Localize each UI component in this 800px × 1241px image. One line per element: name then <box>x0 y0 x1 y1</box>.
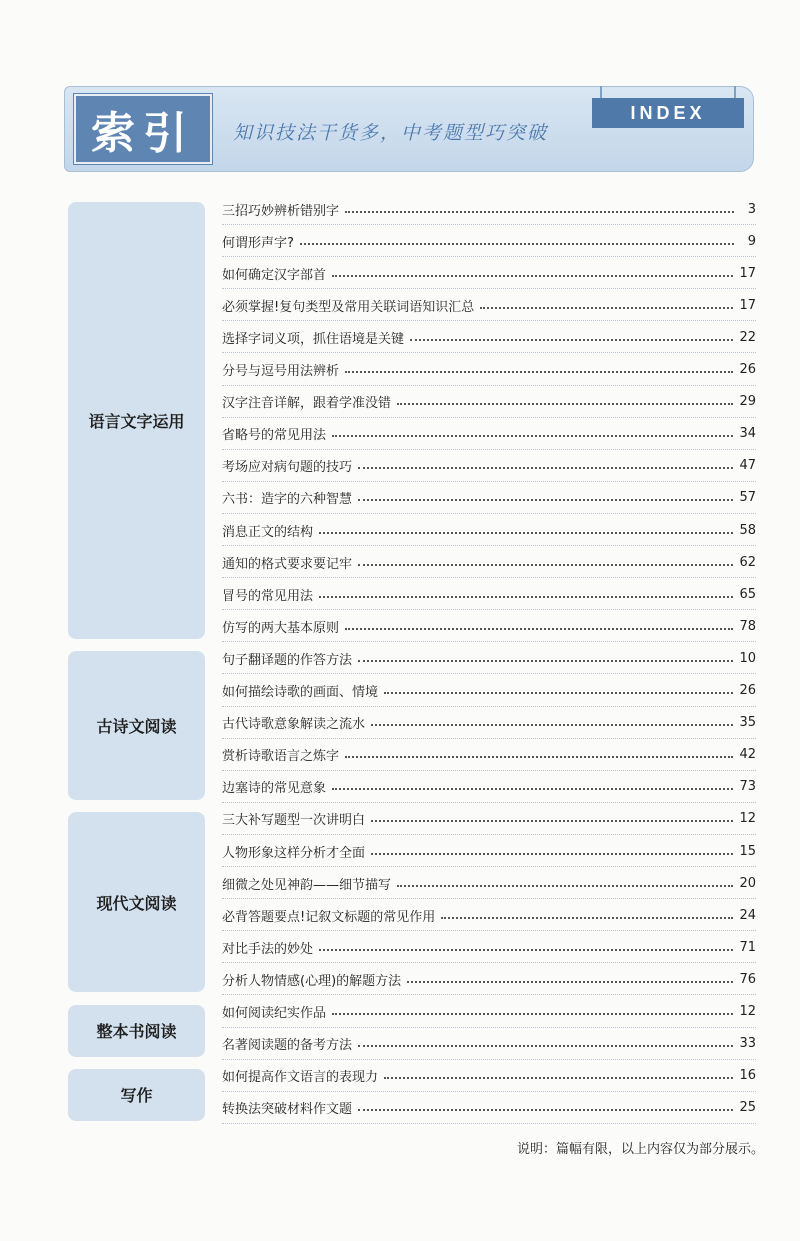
leader-dots <box>332 434 733 437</box>
entry-page: 33 <box>739 1036 756 1052</box>
index-entry[interactable] <box>222 611 756 642</box>
entry-title: 分析人物情感(心理)的解题方法 <box>222 973 402 989</box>
entry-title: 必须掌握!复句类型及常用关联词语知识汇总 <box>222 299 475 315</box>
entry-title: 消息正文的结构 <box>222 524 314 540</box>
entry-title: 如何确定汉字部首 <box>222 267 327 283</box>
leader-dots <box>319 531 733 534</box>
entry-page: 35 <box>739 715 756 731</box>
category-label: 现代文阅读 <box>96 893 177 913</box>
entry-title: 汉字注音详解，跟着学准没错 <box>222 396 392 412</box>
entry-page: 62 <box>739 554 756 570</box>
index-entry[interactable] <box>222 676 756 707</box>
entry-page: 24 <box>739 907 756 923</box>
entry-page: 15 <box>739 843 756 859</box>
index-entry[interactable] <box>222 932 756 963</box>
entry-title: 三招巧妙辨析错别字 <box>222 203 340 219</box>
entry-title: 人物形象这样分析才全面 <box>222 845 366 861</box>
leader-dots <box>441 916 733 919</box>
entry-title: 古代诗歌意象解读之流水 <box>222 717 366 733</box>
leader-dots <box>345 370 733 373</box>
leader-dots <box>397 884 733 887</box>
entry-title: 如何提高作文语言的表现力 <box>222 1070 379 1086</box>
entry-page: 73 <box>739 779 756 795</box>
leader-dots <box>358 466 733 469</box>
index-entry[interactable] <box>222 1029 756 1060</box>
entry-page: 3 <box>747 201 756 217</box>
entry-title: 通知的格式要求要记牢 <box>222 556 353 572</box>
leader-dots <box>319 595 733 598</box>
entry-page: 58 <box>739 522 756 538</box>
entry-page: 12 <box>739 1004 756 1019</box>
index-entry[interactable] <box>222 1093 756 1124</box>
index-entry[interactable] <box>222 868 756 899</box>
index-entry[interactable] <box>222 740 756 771</box>
leader-dots <box>300 242 734 245</box>
entry-title: 仿写的两大基本原则 <box>222 620 340 636</box>
header-slogan: 知识技法干货多，中考题型巧突破 <box>233 122 549 144</box>
entry-page: 16 <box>739 1068 756 1084</box>
footnote: 说明：篇幅有限，以上内容仅为部分展示。 <box>516 1142 764 1157</box>
entry-title: 赏析诗歌语言之炼字 <box>222 749 340 765</box>
leader-dots <box>384 691 733 694</box>
index-entry[interactable] <box>222 997 756 1028</box>
page-title: 索引 <box>91 108 195 159</box>
leader-dots <box>384 1076 733 1079</box>
index-entry[interactable] <box>222 643 756 674</box>
entry-page: 26 <box>739 362 756 377</box>
entry-title: 细微之处见神韵——细节描写 <box>222 877 392 893</box>
index-entry[interactable] <box>222 708 756 739</box>
leader-dots <box>371 819 733 822</box>
entry-title: 选择字词义项，抓住语境是关键 <box>222 331 405 347</box>
category-box <box>68 651 205 800</box>
entry-title: 三大补写题型一次讲明白 <box>222 813 366 829</box>
index-entry[interactable] <box>222 290 756 321</box>
entry-page: 12 <box>739 811 756 827</box>
category-label: 写作 <box>120 1086 153 1106</box>
entry-title: 冒号的常见用法 <box>222 588 314 604</box>
entry-page: 57 <box>739 490 756 506</box>
category-label: 整本书阅读 <box>96 1022 177 1042</box>
leader-dots <box>358 1044 733 1047</box>
index-entry[interactable] <box>222 547 756 578</box>
index-entry[interactable] <box>222 322 756 353</box>
leader-dots <box>319 948 733 951</box>
index-entry[interactable] <box>222 515 756 546</box>
entry-page: 34 <box>739 426 756 442</box>
entry-title: 如何阅读纪实作品 <box>222 1006 327 1021</box>
entry-page: 71 <box>739 939 756 955</box>
category-box <box>68 812 205 993</box>
index-entry[interactable] <box>222 355 756 386</box>
index-entry[interactable] <box>222 900 756 931</box>
category-box <box>68 202 205 639</box>
leader-dots <box>358 563 733 566</box>
category-label: 古诗文阅读 <box>96 717 177 737</box>
leader-dots <box>480 306 733 309</box>
leader-dots <box>345 210 734 213</box>
index-entry[interactable] <box>222 194 756 225</box>
entry-page: 47 <box>739 458 756 474</box>
index-entry[interactable] <box>222 772 756 803</box>
index-entry[interactable] <box>222 1061 756 1092</box>
entry-page: 20 <box>739 875 756 891</box>
index-entry[interactable] <box>222 419 756 450</box>
entry-page: 78 <box>739 618 756 634</box>
leader-dots <box>410 338 733 341</box>
leader-dots <box>332 787 733 790</box>
leader-dots <box>332 1012 733 1015</box>
index-entry[interactable] <box>222 387 756 418</box>
entry-page: 22 <box>739 329 756 345</box>
entry-title: 名著阅读题的备考方法 <box>222 1038 353 1054</box>
entry-title: 转换法突破材料作文题 <box>222 1102 353 1118</box>
entry-title: 边塞诗的常见意象 <box>222 781 327 797</box>
leader-dots <box>397 402 733 405</box>
entry-title: 对比手法的妙处 <box>222 941 314 957</box>
entry-page: 9 <box>747 233 756 249</box>
entry-page: 76 <box>739 971 756 987</box>
leader-dots <box>371 723 733 726</box>
leader-dots <box>358 1108 733 1111</box>
entry-page: 65 <box>739 586 756 602</box>
entry-title: 必背答题要点!记叙文标题的常见作用 <box>222 909 436 925</box>
index-tag: INDEX <box>592 98 744 128</box>
leader-dots <box>345 755 733 758</box>
entry-title: 何谓形声字? <box>222 235 294 251</box>
index-entry[interactable] <box>222 836 756 867</box>
index-entry[interactable] <box>222 964 756 995</box>
category-label: 语言文字运用 <box>88 412 185 432</box>
index-entry[interactable] <box>222 451 756 482</box>
entry-page: 42 <box>739 747 756 763</box>
entry-page: 26 <box>739 683 756 698</box>
entry-title: 省略号的常见用法 <box>222 428 327 444</box>
leader-dots <box>345 627 733 630</box>
index-entry[interactable] <box>222 258 756 289</box>
category-box <box>68 1005 205 1057</box>
entry-title: 如何描绘诗歌的画面、情境 <box>222 685 379 700</box>
category-box <box>68 1069 205 1121</box>
entry-page: 17 <box>739 265 756 281</box>
title-box <box>74 94 212 164</box>
index-entry[interactable] <box>222 226 756 257</box>
leader-dots <box>358 659 733 662</box>
index-entry[interactable] <box>222 579 756 610</box>
leader-dots <box>407 980 733 983</box>
entry-title: 分号与逗号用法辨析 <box>222 364 340 379</box>
entry-title: 句子翻译题的作答方法 <box>222 652 353 668</box>
entry-title: 六书：造字的六种智慧 <box>222 492 353 508</box>
entry-title: 考场应对病句题的技巧 <box>222 460 353 476</box>
entry-page: 17 <box>739 297 756 313</box>
entry-page: 29 <box>739 394 756 410</box>
entry-page: 25 <box>739 1100 756 1116</box>
index-entry[interactable] <box>222 804 756 835</box>
index-entry[interactable] <box>222 483 756 514</box>
leader-dots <box>332 274 733 277</box>
leader-dots <box>371 852 733 855</box>
leader-dots <box>358 498 733 501</box>
entry-page: 10 <box>739 650 756 666</box>
